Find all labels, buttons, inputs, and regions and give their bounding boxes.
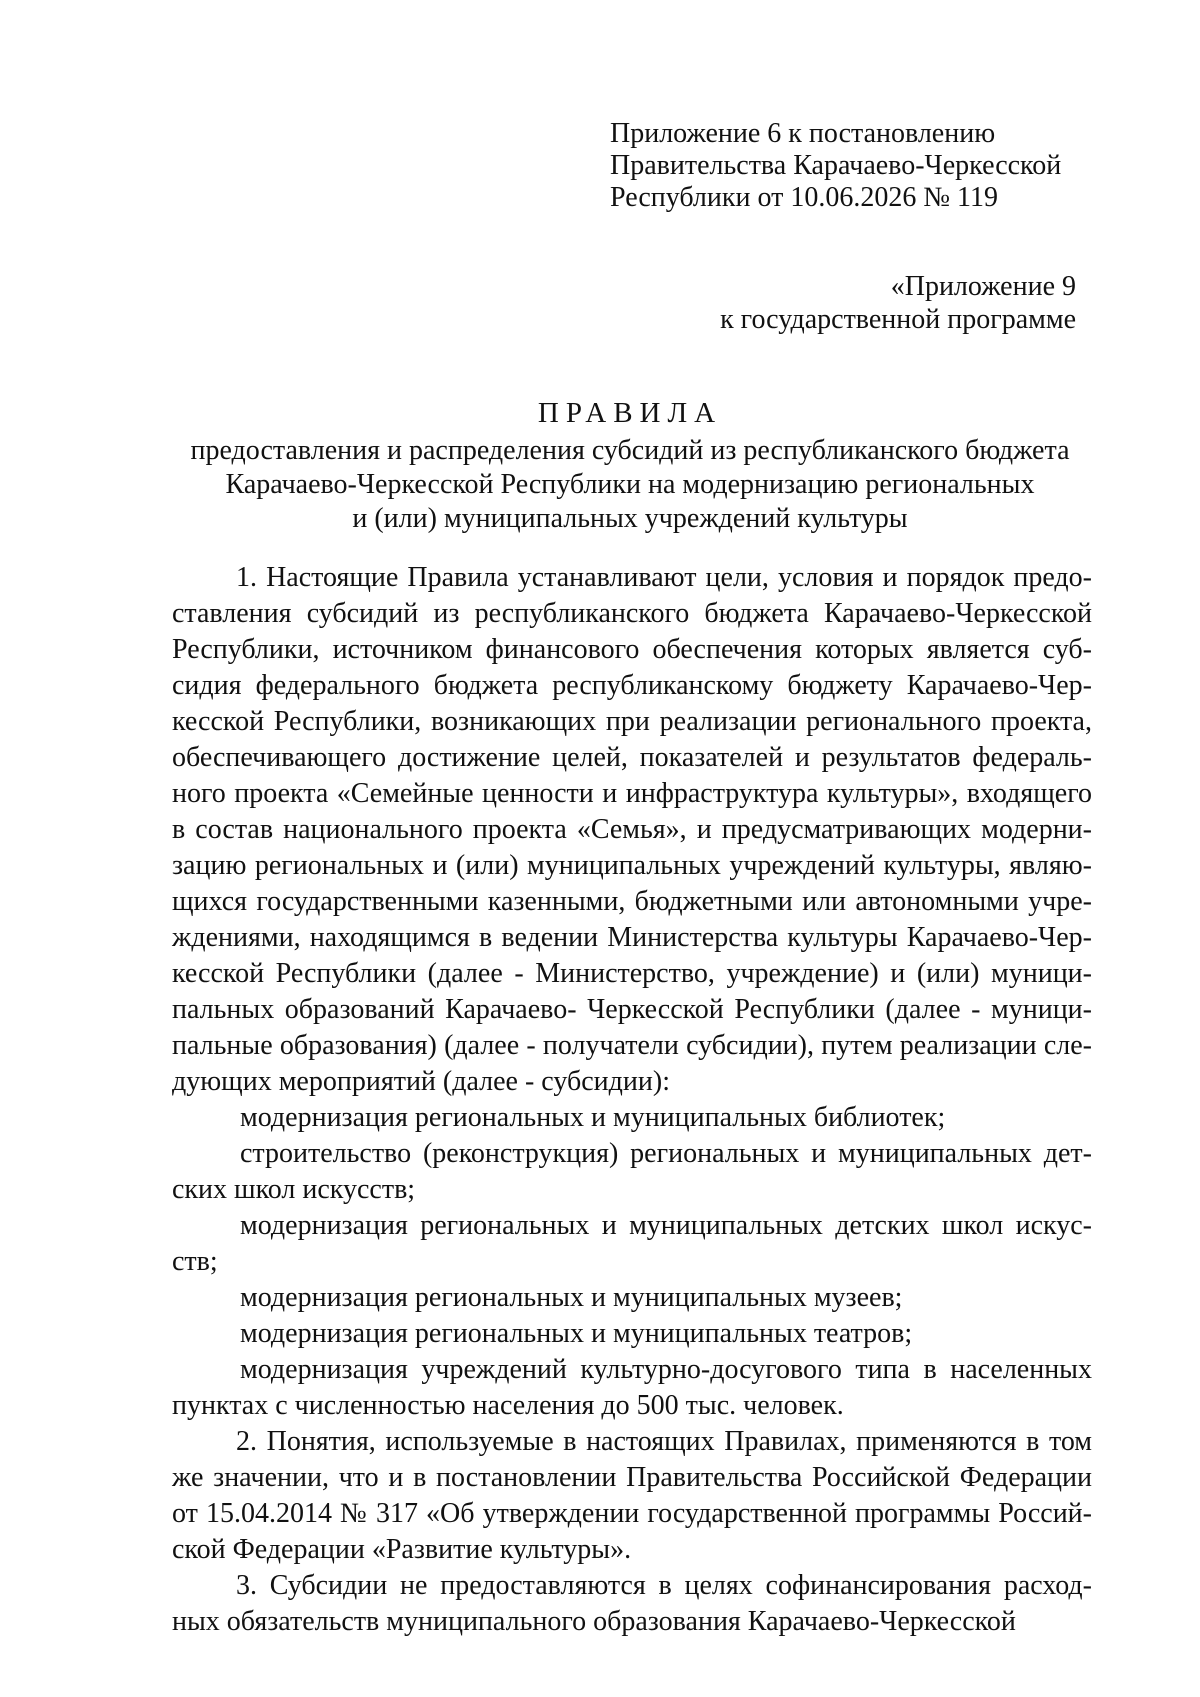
list-item: модернизация региональных и муниципальных театров;: [240, 1318, 913, 1349]
subtitle-line: предоставления и распределения субсидий из республиканского бюджета: [190, 435, 1070, 466]
subtitle-line: Карачаево-Черкесской Республики на модернизацию региональных: [225, 469, 1035, 500]
appendix-line: Республики от 10.06.2026 № 119: [610, 182, 999, 213]
list-item-continuation: ских школ искусств;: [172, 1174, 416, 1205]
body-line: пальные образования) (далее - получатели субсидии), путем реализации сле-: [172, 1030, 1092, 1061]
body-line: ставления субсидий из республиканского бюджета Карачаево-Черкесской: [172, 598, 1092, 629]
body-line: кесской Республики (далее - Министерство, учреждение) и (или) муници-: [172, 958, 1092, 989]
program-ref-line: к государственной программе: [720, 304, 1076, 335]
program-ref-line: «Приложение 9: [890, 271, 1076, 302]
body-line: 2. Понятия, используемые в настоящих Правилах, применяются в том: [236, 1426, 1092, 1457]
body-line: зацию региональных и (или) муниципальных учреждений культуры, являю-: [172, 850, 1092, 881]
list-item: модернизация региональных и муниципальных музеев;: [240, 1282, 903, 1313]
document-subtitle: [170, 434, 1090, 536]
body-line: обеспечивающего достижение целей, показателей и результатов федераль-: [172, 742, 1092, 773]
list-item-continuation: ств;: [172, 1246, 218, 1277]
body-line: же значении, что и в постановлении Правительства Российской Федерации: [172, 1462, 1092, 1493]
appendix-line: Приложение 6 к постановлению: [610, 118, 996, 149]
appendix-header: [610, 118, 1130, 214]
program-reference: [720, 270, 1076, 336]
body-line: Республики, источником финансового обеспечения которых является суб-: [172, 634, 1092, 665]
list-item-continuation: пунктах с численностью населения до 500 тыс. человек.: [172, 1390, 844, 1421]
body-line: 1. Настоящие Правила устанавливают цели, условия и порядок предо-: [236, 562, 1092, 593]
list-item: модернизация учреждений культурно-досугового типа в населенных: [240, 1354, 1092, 1385]
body-line: в состав национального проекта «Семья», и предусматривающих модерни-: [172, 814, 1092, 845]
body-line: ской Федерации «Развитие культуры».: [172, 1534, 632, 1565]
subtitle-line: и (или) муниципальных учреждений культуры: [352, 503, 908, 534]
title-block: [170, 396, 1090, 536]
body-line: ных обязательств муниципального образования Карачаево-Черкесской: [172, 1606, 1016, 1637]
list-item: строительство (реконструкция) региональных и муниципальных дет-: [240, 1138, 1092, 1169]
body-line: пальных образований Карачаево- Черкесской Республики (далее - муници-: [172, 994, 1092, 1025]
appendix-line: Правительства Карачаево-Черкесской: [610, 150, 1062, 181]
body-line: кесской Республики, возникающих при реализации регионального проекта,: [172, 706, 1092, 737]
body-line: ного проекта «Семейные ценности и инфраструктура культуры», входящего: [172, 778, 1092, 809]
document-title: ПРАВИЛА: [537, 397, 723, 429]
list-item: модернизация региональных и муниципальных детских школ искус-: [240, 1210, 1092, 1241]
body-line: щихся государственными казенными, бюджетными или автономными учре-: [172, 886, 1092, 917]
body-line: от 15.04.2014 № 317 «Об утверждении государственной программы Россий-: [172, 1498, 1092, 1529]
body-line: сидия федерального бюджета республиканскому бюджету Карачаево-Чер-: [172, 670, 1092, 701]
body-line: дующих мероприятий (далее - субсидии):: [172, 1066, 670, 1097]
list-item: модернизация региональных и муниципальных библиотек;: [240, 1102, 946, 1133]
body-line: 3. Субсидии не предоставляются в целях софинансирования расход-: [236, 1570, 1092, 1601]
body-line: ждениями, находящимся в ведении Министерства культуры Карачаево-Чер-: [172, 922, 1092, 953]
document-body: [172, 560, 1092, 1640]
